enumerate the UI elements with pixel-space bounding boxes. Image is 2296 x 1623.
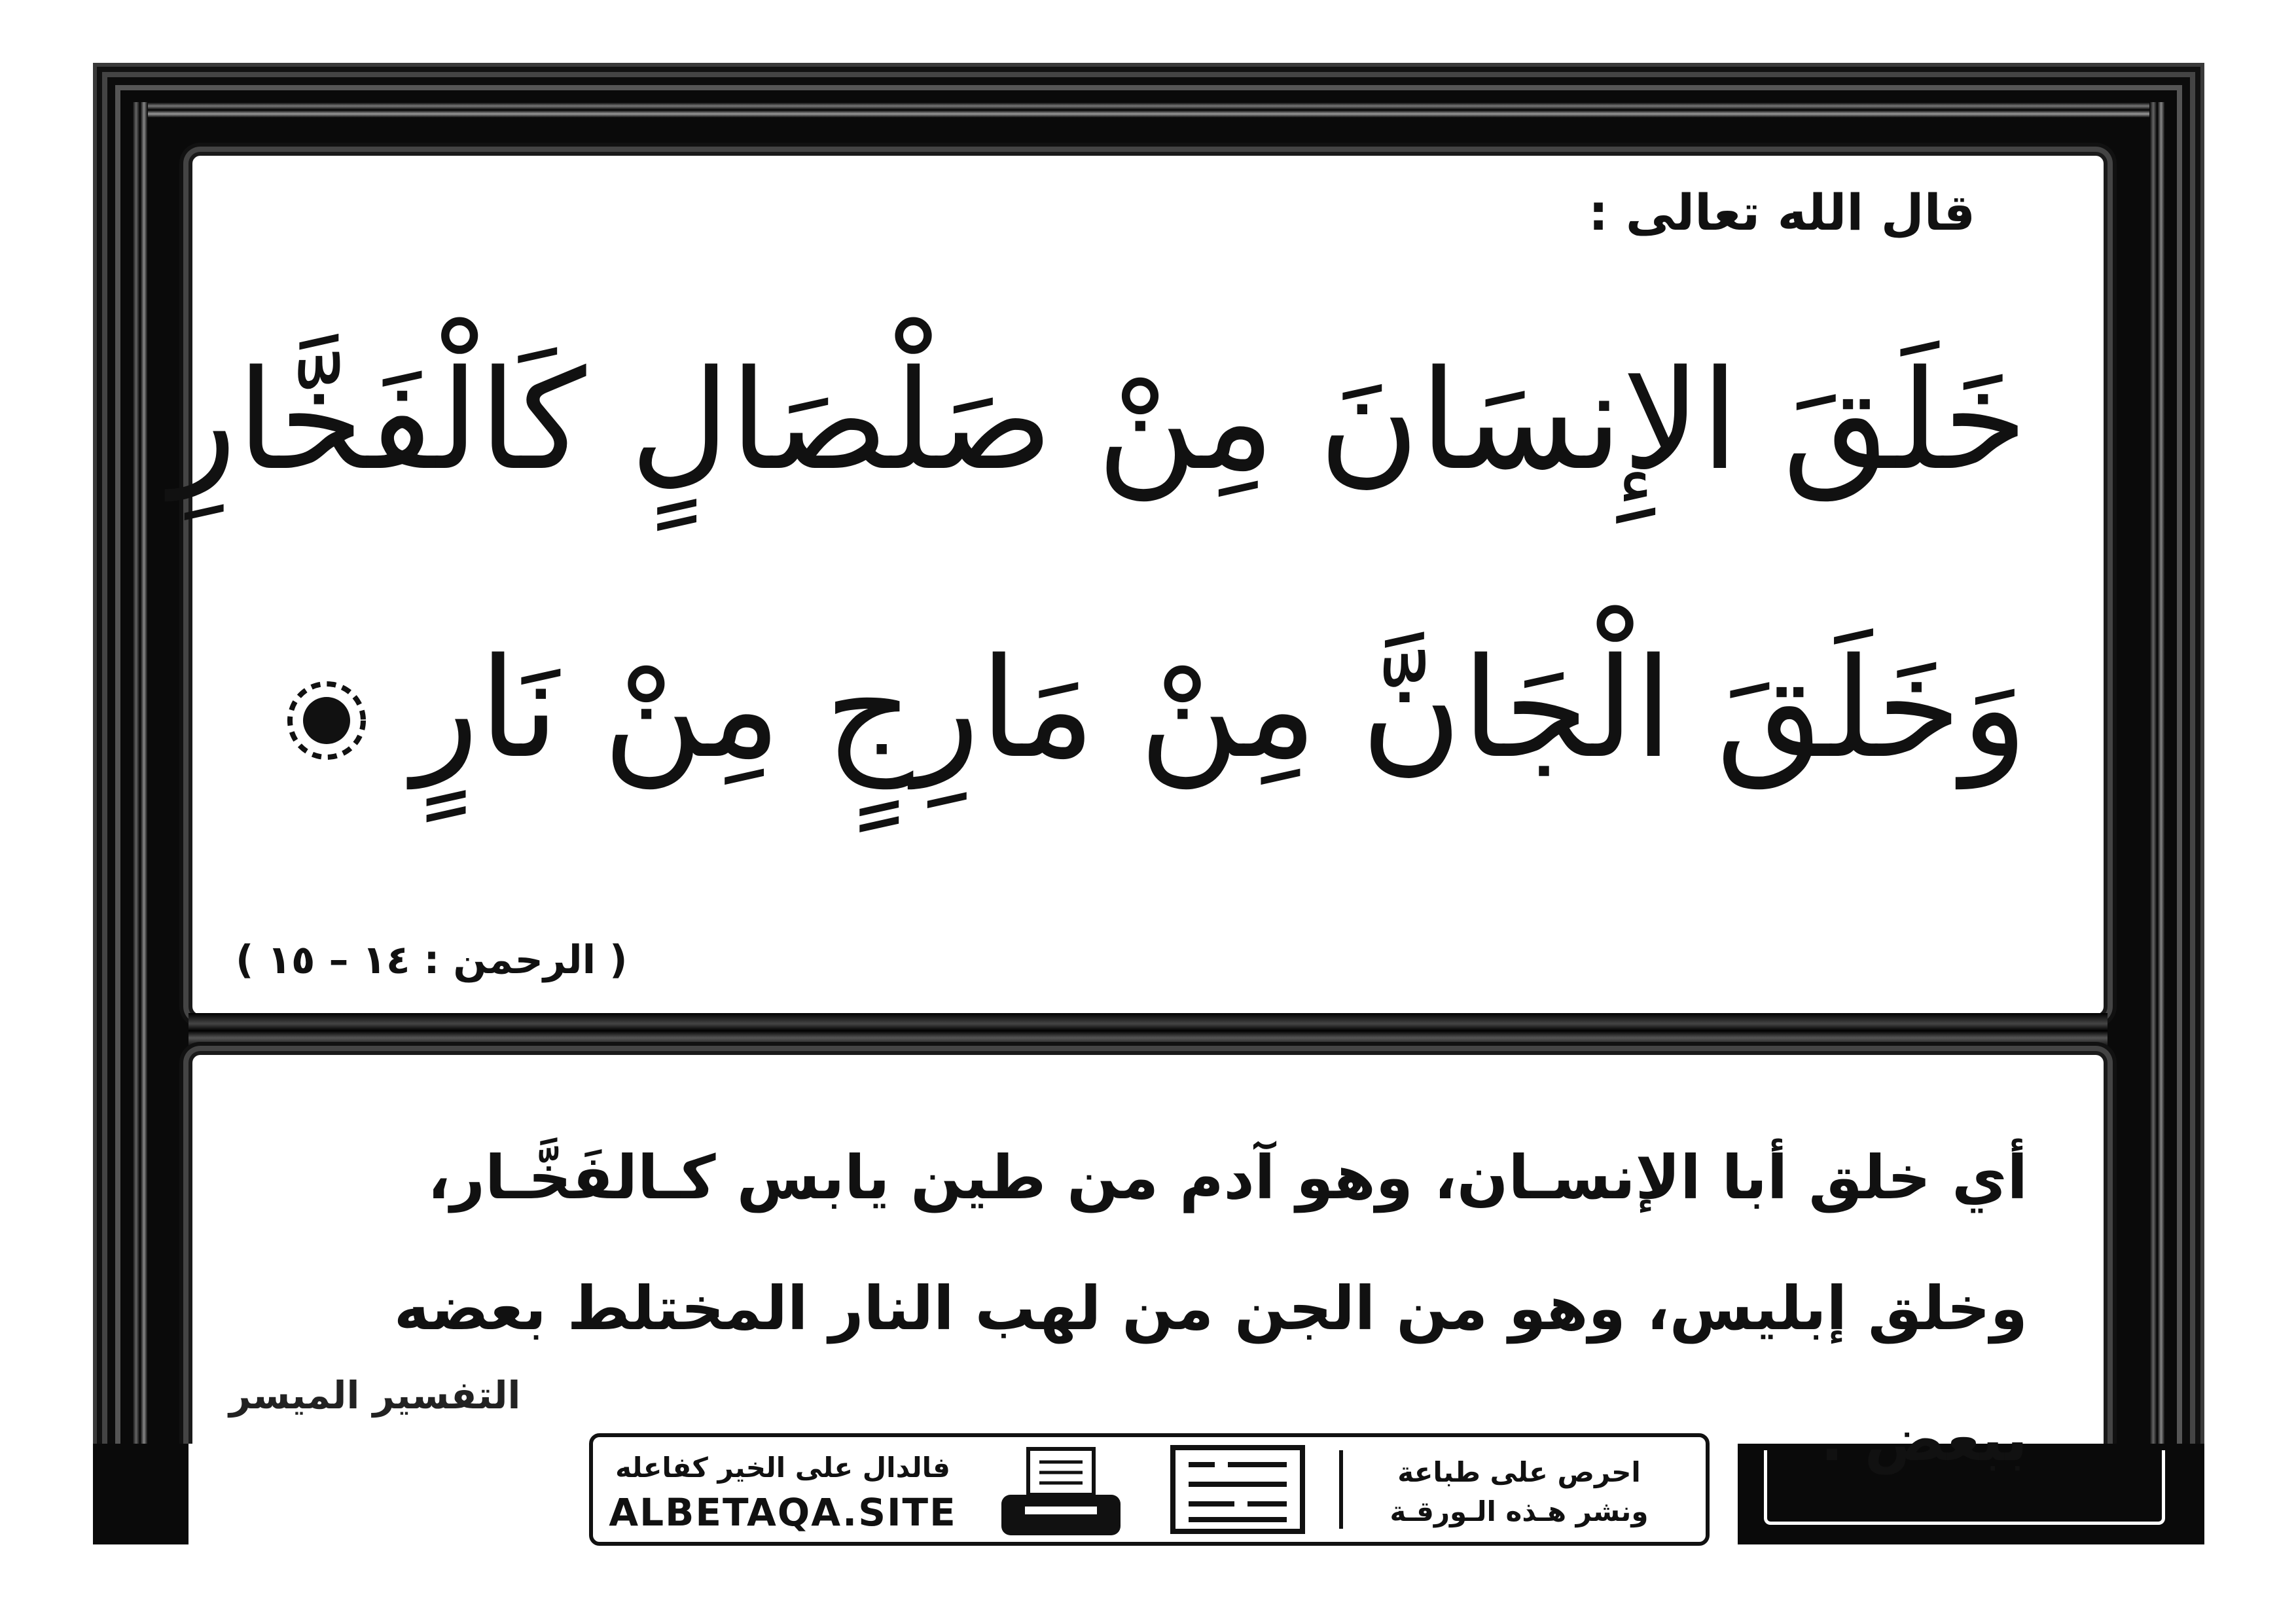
- footer-site-link[interactable]: ALBETAQA.SITE: [609, 1490, 957, 1535]
- verse-panel: [188, 152, 2108, 1018]
- footer-separator: [1339, 1450, 1343, 1529]
- ayah-end-icon: [284, 678, 369, 763]
- frame-foot-left: [93, 1444, 188, 1544]
- footer-print-line-2: ونشر هـذه الـورقـة: [1390, 1495, 1649, 1527]
- intro-heading: قال الله تعالى :: [1588, 183, 1975, 241]
- verse-line-2: [268, 628, 2028, 789]
- verse-line-2-text: وَخَلَقَ الْجَانَّ مِنْ مَارِجٍ مِنْ نَارٍ: [412, 628, 2028, 789]
- verse-citation: ( الرحمن : ١٤ – ١٥ ): [236, 937, 628, 983]
- frame-ribbon-left: [132, 102, 148, 1505]
- verse-line-1: خَلَقَ الإِنسَانَ مِنْ صَلْصَالٍ كَالْفَخَّارِ: [170, 340, 2028, 501]
- footer-print-note: [1365, 1444, 1673, 1544]
- frame-ribbon-top: [132, 102, 2165, 118]
- footer-print-line-1: احرص على طباعة: [1397, 1456, 1641, 1488]
- printer-icon: [999, 1446, 1123, 1538]
- tafsir-source: التفسير الميسر: [229, 1373, 521, 1418]
- daawatuna-logo: [1169, 1444, 1306, 1535]
- footer-slogan: فالدال على الخير كفاعله: [615, 1452, 950, 1484]
- frame-ribbon-right: [2149, 102, 2165, 1505]
- footer-card: [589, 1433, 1710, 1546]
- panel-divider: [188, 1013, 2108, 1048]
- tafsir-text: أي خلق أبا الإنسـان، وهو آدم من طين يابس كـالفَخَّـار، وخلق إبليس، وهو من الجن من لهب النار المختلط بعضه ببعض .: [393, 1143, 2028, 1474]
- footer-site-block: [606, 1444, 960, 1535]
